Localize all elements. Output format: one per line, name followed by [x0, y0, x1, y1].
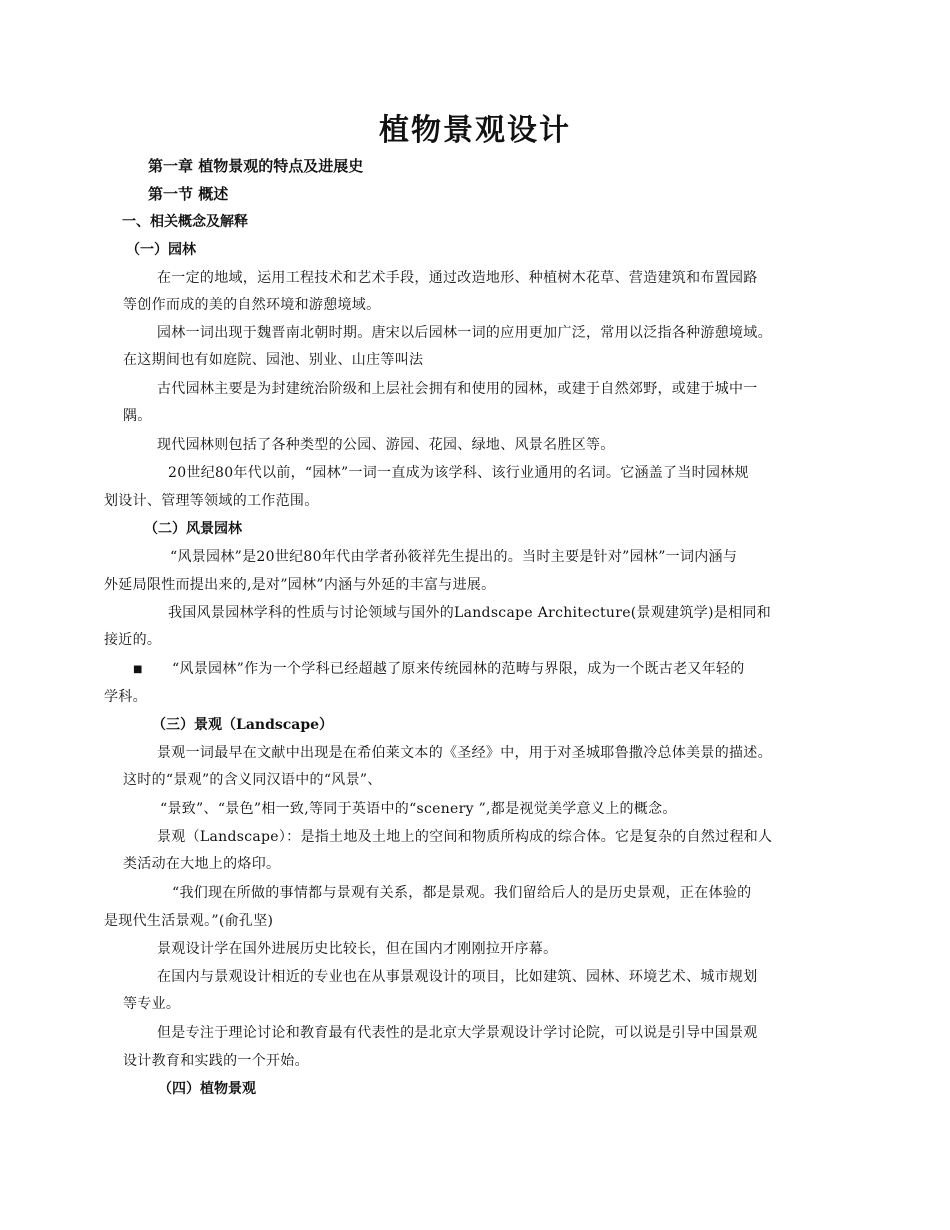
subheading-zhiwu-jingguan: （四）植物景观: [158, 1081, 256, 1097]
paragraph-line: 在国内与景观设计相近的专业也在从事景观设计的项目，比如建筑、园林、环境艺术、城市规划: [157, 969, 758, 985]
paragraph-line: 但是专注于理论讨论和教育最有代表性的是北京大学景观设计学讨论院，可以说是引导中国景观: [157, 1025, 758, 1041]
paragraph-line: 景观一词最早在文献中出现是在希伯莱文本的《圣经》中，用于对圣城耶鲁撒冷总体美景的描述。: [157, 745, 772, 761]
paragraph-line: 这时的“景观”的含义同汉语中的“风景”、: [123, 772, 382, 788]
paragraph-line: 景观设计学在国外进展历史比较长，但在国内才刚刚拉开序幕。: [157, 941, 558, 957]
paragraph-line: “风景园林”是20世纪80年代由学者孙筱祥先生提出的。当时主要是针对”园林”一词内涵与: [170, 549, 738, 565]
subheading-fengjing-yuanlin: （二）风景园林: [144, 521, 242, 537]
paragraph-line: 景观（Landscape）：是指土地及土地上的空间和物质所构成的综合体。它是复杂的自然过程和人: [157, 829, 773, 845]
paragraph-line: 设计教育和实践的一个开始。: [123, 1053, 309, 1069]
paragraph-line: 20世纪80年代以前，“园林”一词一直成为该学科、该行业通用的名词。它涵盖了当时园林规: [168, 465, 749, 481]
subheading-jingguan: （三）景观（Landscape）: [152, 717, 334, 733]
section-heading: 第一节 概述: [148, 185, 229, 203]
paragraph-line: 类活动在大地上的烙印。: [123, 856, 281, 872]
paragraph-line: 等创作而成的美的自然环境和游憩境域。: [123, 297, 381, 313]
paragraph-line: 在一定的地域，运用工程技术和艺术手段，通过改造地形、种植树木花草、营造建筑和布置园路: [157, 270, 758, 286]
paragraph-line: “风景园林”作为一个学科已经超越了原来传统园林的范畴与界限，成为一个既古老又年轻的: [172, 661, 745, 677]
paragraph-line: 现代园林则包括了各种类型的公园、游园、花园、绿地、风景名胜区等。: [157, 437, 615, 453]
paragraph-line: “景致”、“景色”相一致,等同于英语中的“scenery ”,都是视觉美学意义上的概念。: [160, 801, 677, 817]
paragraph-line: 等专业。: [123, 996, 181, 1012]
bullet-marker: ■: [133, 664, 143, 675]
paragraph-line: 在这期间也有如庭院、园池、别业、山庄等叫法: [123, 352, 424, 368]
subheading-yuanlin: （一）园林: [126, 242, 196, 258]
paragraph-line: 外延局限性而提出来的,是对”园林”内涵与外延的丰富与进展。: [104, 577, 496, 593]
paragraph-line: 古代园林主要是为封建统治阶级和上层社会拥有和使用的园林，或建于自然郊野，或建于城中一: [157, 381, 758, 397]
document-title: 植物景观设计: [379, 113, 571, 148]
paragraph-line: “我们现在所做的事情都与景观有关系，都是景观。我们留给后人的是历史景观，正在体验的: [172, 885, 752, 901]
paragraph-line: 接近的。: [104, 632, 162, 648]
paragraph-line: 我国风景园林学科的性质与讨论领域与国外的Landscape Architecture(景观建筑学)是相同和: [168, 605, 772, 621]
paragraph-line: 划设计、管理等领域的工作范围。: [104, 493, 319, 509]
chapter-heading: 第一章 植物景观的特点及进展史: [148, 157, 364, 175]
paragraph-line: 园林一词出现于魏晋南北朝时期。唐宋以后园林一词的应用更加广泛，常用以泛指各种游憩境域。: [157, 325, 772, 341]
paragraph-line: 学科。: [104, 689, 147, 705]
paragraph-line: 是现代生活景观。”(俞孔坚): [104, 913, 274, 929]
part-heading: 一、相关概念及解释: [122, 214, 248, 230]
paragraph-line: 隅。: [123, 408, 152, 424]
